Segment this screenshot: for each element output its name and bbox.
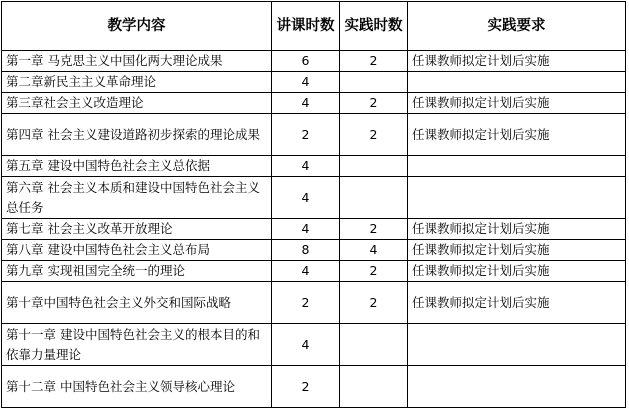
- cell-practice-hours: 2: [340, 261, 408, 282]
- cell-requirement: 任课教师拟定计划后实施: [408, 282, 626, 324]
- cell-lecture-hours: 4: [272, 156, 340, 177]
- table-row: [2, 261, 626, 282]
- table-body: [2, 51, 626, 408]
- cell-practice-hours: 4: [340, 240, 408, 261]
- header-practice-hours: 实践时数: [340, 2, 408, 51]
- cell-practice-hours: [340, 177, 408, 219]
- table-row: [2, 219, 626, 240]
- cell-practice-hours: 2: [340, 282, 408, 324]
- cell-requirement: [408, 156, 626, 177]
- cell-lecture-hours: 4: [272, 93, 340, 114]
- cell-lecture-hours: 4: [272, 177, 340, 219]
- table-header-row: [2, 2, 626, 51]
- cell-requirement: [408, 324, 626, 366]
- cell-lecture-hours: 4: [272, 72, 340, 93]
- table-row: [2, 93, 626, 114]
- cell-requirement: 任课教师拟定计划后实施: [408, 261, 626, 282]
- cell-content: 第十章中国特色社会主义外交和国际战略: [2, 282, 272, 324]
- cell-content: 第十一章 建设中国特色社会主义的根本目的和依靠力量理论: [2, 324, 272, 366]
- table-row: [2, 366, 626, 408]
- curriculum-table-container: [1, 1, 626, 408]
- cell-lecture-hours: 4: [272, 261, 340, 282]
- table-row: [2, 51, 626, 72]
- cell-practice-hours: [340, 366, 408, 408]
- table-row: [2, 240, 626, 261]
- cell-requirement: [408, 72, 626, 93]
- cell-practice-hours: 2: [340, 51, 408, 72]
- cell-requirement: 任课教师拟定计划后实施: [408, 240, 626, 261]
- table-row: [2, 72, 626, 93]
- cell-practice-hours: [340, 156, 408, 177]
- cell-requirement: 任课教师拟定计划后实施: [408, 219, 626, 240]
- cell-requirement: 任课教师拟定计划后实施: [408, 93, 626, 114]
- table-row: [2, 156, 626, 177]
- header-lecture-hours: 讲课时数: [272, 2, 340, 51]
- table-row: [2, 177, 626, 219]
- cell-lecture-hours: 6: [272, 51, 340, 72]
- cell-content: 第六章 社会主义本质和建设中国特色社会主义总任务: [2, 177, 272, 219]
- cell-practice-hours: 2: [340, 114, 408, 156]
- table-row: [2, 324, 626, 366]
- cell-lecture-hours: 2: [272, 282, 340, 324]
- cell-content: 第五章 建设中国特色社会主义总依据: [2, 156, 272, 177]
- table-row: [2, 114, 626, 156]
- cell-content: 第十二章 中国特色社会主义领导核心理论: [2, 366, 272, 408]
- cell-requirement: [408, 366, 626, 408]
- cell-practice-hours: [340, 72, 408, 93]
- cell-lecture-hours: 2: [272, 366, 340, 408]
- cell-content: 第七章 社会主义改革开放理论: [2, 219, 272, 240]
- table-row: [2, 282, 626, 324]
- header-practice-requirement: 实践要求: [408, 2, 626, 51]
- cell-requirement: [408, 177, 626, 219]
- cell-practice-hours: 2: [340, 219, 408, 240]
- cell-lecture-hours: 8: [272, 240, 340, 261]
- cell-practice-hours: 2: [340, 93, 408, 114]
- cell-lecture-hours: 2: [272, 114, 340, 156]
- cell-practice-hours: [340, 324, 408, 366]
- cell-content: 第八章 建设中国特色社会主义总布局: [2, 240, 272, 261]
- cell-content: 第一章 马克思主义中国化两大理论成果: [2, 51, 272, 72]
- curriculum-table: [1, 1, 626, 408]
- cell-content: 第九章 实现祖国完全统一的理论: [2, 261, 272, 282]
- cell-lecture-hours: 4: [272, 324, 340, 366]
- cell-content: 第四章 社会主义建设道路初步探索的理论成果: [2, 114, 272, 156]
- cell-requirement: 任课教师拟定计划后实施: [408, 114, 626, 156]
- cell-content: 第三章社会主义改造理论: [2, 93, 272, 114]
- cell-content: 第二章新民主主义革命理论: [2, 72, 272, 93]
- cell-lecture-hours: 4: [272, 219, 340, 240]
- header-content: 教学内容: [2, 2, 272, 51]
- cell-requirement: 任课教师拟定计划后实施: [408, 51, 626, 72]
